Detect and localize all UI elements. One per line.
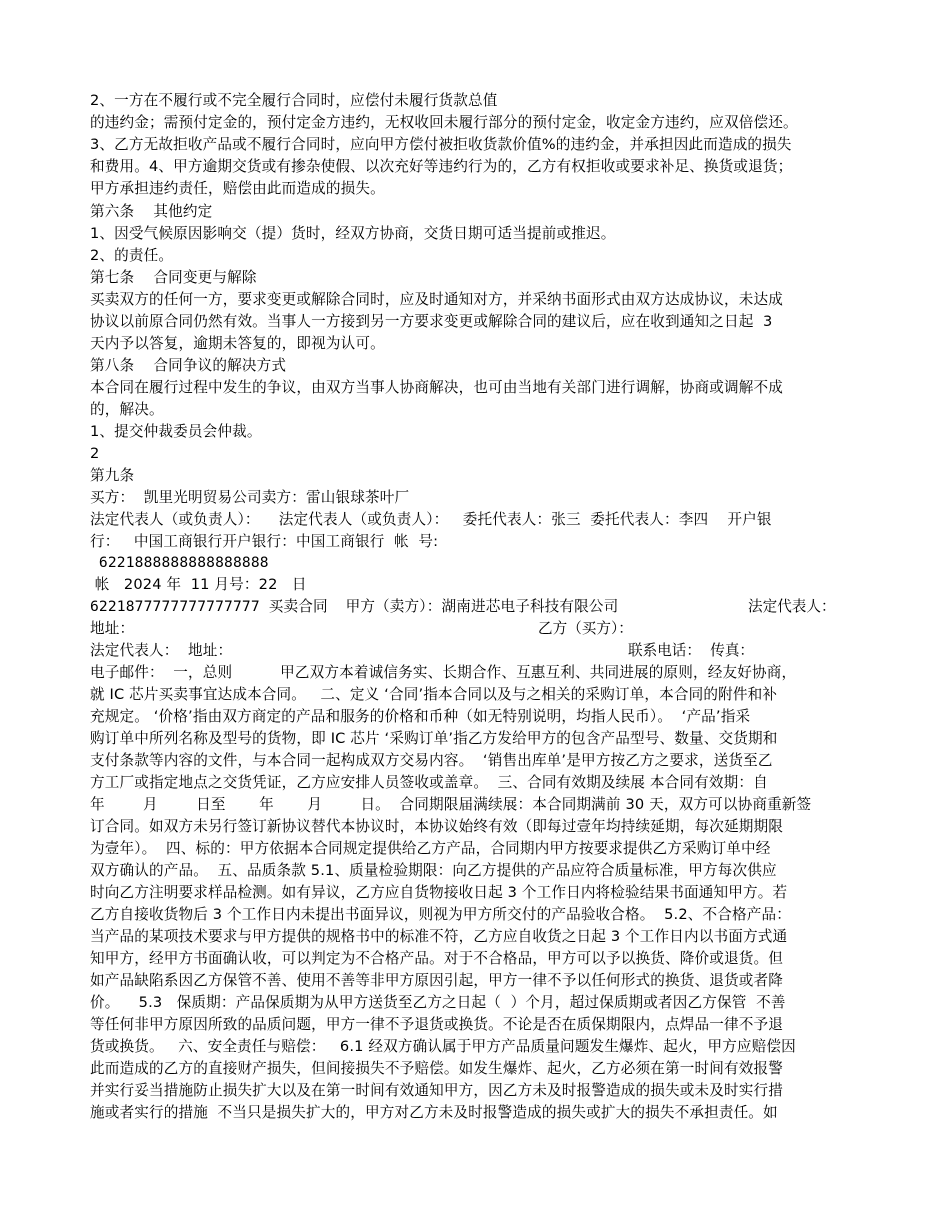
document-line: 充规定。 ‘价格’指由双方商定的产品和服务的价格和币种（如无特别说明，均指人民币）。 ‘产品’指采 (90, 708, 751, 725)
document-line: 如产品缺陷系因乙方保管不善、使用不善等非甲方原因引起，甲方一律不予以任何形式的换货、退货或者降 (90, 972, 783, 989)
document-line: 6221877777777777777 买卖合同 甲方（卖方）：湖南进芯电子科技有限公司 (90, 598, 619, 615)
document-line: 买方： 凯里光明贸易公司卖方：雷山银球茶叶厂 (90, 489, 410, 506)
document-line: 本合同在履行过程中发生的争议，由双方当事人协商解决，也可由当地有关部门进行调解，协商或调解不成 (90, 379, 783, 396)
document-line: 和费用。4、甲方逾期交货或有掺杂使假、以次充好等违约行为的，乙方有权拒收或要求补足、换货或退货； (90, 158, 793, 175)
document-line: 货或换货。 六、安全责任与赔偿： 6.1 经双方确认属于甲方产品质量问题发生爆炸、起火，甲方应赔偿因 (90, 1038, 796, 1055)
document-line: 1、提交仲裁委员会仲裁。 (90, 423, 262, 440)
document-line: 1、因受气候原因影响交（提）货时，经双方协商，交货日期可适当提前或推迟。 (90, 225, 616, 242)
document-line: 双方确认的产品。 五、品质条款 5.1、质量检验期限：向乙方提供的产品应符合质量标准，甲方每次供应 (90, 862, 777, 879)
legal-rep-label: 法定代表人： (748, 598, 836, 615)
document-line: 行： 中国工商银行开户银行：中国工商银行 帐 号: (90, 533, 439, 550)
document-line: 地址： (90, 620, 135, 637)
document-line: 6221888888888888888 (90, 554, 269, 571)
document-line: 并实行妥当措施防止损失扩大以及在第一时间有效通知甲方，因乙方未及时报警造成的损失或未及时实行措 (90, 1082, 783, 1099)
document-line: 2 (90, 445, 100, 462)
document-line: 此而造成的乙方的直接财产损失，但间接损失不予赔偿。如发生爆炸、起火，乙方必须在第一时间有效报警 (90, 1060, 783, 1077)
document-line: 等任何非甲方原因所致的品质问题，甲方一律不予退货或换货。不论是否在质保期限内，点焊品一律不予退 (90, 1016, 783, 1033)
document-line: 电子邮件： 一，总则 甲乙双方本着诚信务实、长期合作、互惠互利、共同进展的原则，经友好协商， (90, 664, 797, 681)
document-line: 3、乙方无故拒收产品或不履行合同时，应向甲方偿付被拒收货款价值%的违约金，并承担因此而造成的损失 (90, 136, 792, 153)
document-line: 法定代表人： 地址： (90, 642, 233, 659)
document-line: 时向乙方注明要求样品检测。如有异议，乙方应自货物接收日起 3 个工作日内将检验结果书面通知甲方。若 (90, 884, 788, 901)
document-line: 第六条 其他约定 (90, 203, 213, 220)
document-line: 施或者实行的措施 不当只是损失扩大的，甲方对乙方未及时报警造成的损失或扩大的损失不承担责任。如 (90, 1104, 778, 1121)
document-line: 为壹年）。 四、标的：甲方依据本合同规定提供给乙方产品，合同期内甲方按要求提供乙方采购订单中经 (90, 840, 771, 857)
document-line: 2、的责任。 (90, 247, 174, 264)
document-line: 第八条 合同争议的解决方式 (90, 357, 287, 374)
document-line: 乙方自接收货物后 3 个工作日内未提出书面异议，则视为甲方所交付的产品验收合格。 5.2、不合格产品： (90, 906, 791, 923)
document-line: 协议以前原合同仍然有效。当事人一方接到另一方要求变更或解除合同的建议后，应在收到通知之日起 3 (90, 313, 773, 330)
document-line: 买卖双方的任何一方，要求变更或解除合同时，应及时通知对方，并采纳书面形式由双方达成协议，未达成 (90, 291, 783, 308)
document-line: 的违约金；需预付定金的，预付定金方违约，无权收回未履行部分的预付定金，收定金方违约，应双倍偿还。 (90, 114, 798, 131)
document-line: 帐 2024 年 11 月号：22 日 (90, 576, 307, 593)
document-line: 法定代表人（或负责人）： 法定代表人（或负责人）： 委托代表人：张三 委托代表人：李四 开户银 (90, 511, 772, 528)
document-line: 支付条款等内容的文件，与本合同一起构成双方交易内容。 ‘销售出库单’是甲方按乙方之要求，送货至乙 (90, 752, 773, 769)
document-line: 年 月 日至 年 月 日。 合同期限届满续展：本合同期满前 30 天，双方可以协商重新签 (90, 796, 812, 813)
document-line: 第九条 (90, 467, 135, 484)
document-line: 价。 5.3 保质期：产品保质期为从甲方送货至乙方之日起（ ）个月，超过保质期或者因乙方保管 不善 (90, 994, 786, 1011)
document-line: 甲方承担违约责任，赔偿由此而造成的损失。 (90, 180, 385, 197)
document-line: 天内予以答复，逾期未答复的，即视为认可。 (90, 335, 385, 352)
contact-fax-label: 联系电话： 传真： (628, 642, 755, 659)
document-line: 知甲方，经甲方书面确认收，可以判定为不合格产品。对于不合格品，甲方可以予以换货、降价或退货。但 (90, 950, 783, 967)
party-b-label: 乙方（买方）： (538, 620, 633, 637)
document-line: 方工厂或指定地点之交货凭证，乙方应安排人员签收或盖章。 三、合同有效期及续展 本合同有效期：自 (90, 774, 768, 791)
document-line: 2、一方在不履行或不完全履行合同时，应偿付未履行货款总值 (90, 92, 498, 109)
document-line: 第七条 合同变更与解除 (90, 269, 257, 286)
document-line: 订合同。如双方未另行签订新协议替代本协议时，本协议始终有效（即每过壹年均持续延期，每次延期期限 (90, 818, 783, 835)
document-line: 当产品的某项技术要求与甲方提供的规格书中的标准不符，乙方应自收货之日起 3 个工作日内以书面方式通 (90, 928, 788, 945)
document-line: 购订单中所列名称及型号的货物，即 IC 芯片 ‘采购订单’指乙方发给甲方的包含产品型号、数量、交货期和 (90, 730, 778, 747)
document-line: 就 IC 芯片买卖事宜达成本合同。 二、定义 ‘合同’指本合同以及与之相关的采购订单，本合同的附件和补 (90, 686, 778, 703)
document-line: 的，解决。 (90, 401, 164, 418)
